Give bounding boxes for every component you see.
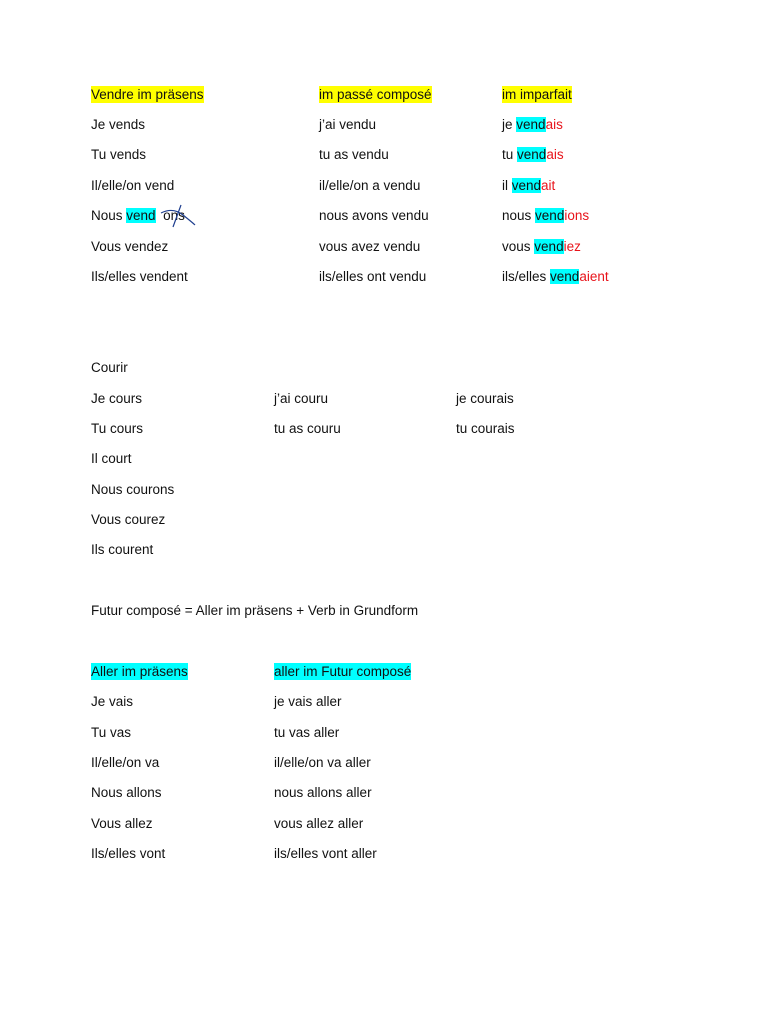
- imparfait-stem: vend: [550, 269, 580, 284]
- imparfait-ending: iez: [563, 239, 581, 254]
- vendre-imparfait-vous: [502, 238, 581, 255]
- nous-ending: ons: [163, 208, 185, 223]
- aller-present-nous: Nous allons: [91, 785, 162, 800]
- vendre-present-tu: Tu vends: [91, 147, 147, 162]
- courir-present-vous: Vous courez: [91, 512, 166, 527]
- imparfait-stem: vend: [534, 239, 564, 254]
- vendre-imparfait-tu: [502, 146, 564, 163]
- vendre-passe-je: j’ai vendu: [319, 117, 377, 132]
- aller-present-je: Je vais: [91, 694, 134, 709]
- courir-title: Courir: [91, 360, 128, 375]
- aller-present-tu: Tu vas: [91, 725, 132, 740]
- futur-compose-rule: Futur composé = Aller im präsens + Verb in Grundform: [91, 603, 419, 618]
- vendre-imparfait-je: [502, 116, 563, 133]
- aller-futur-vous: vous allez aller: [274, 816, 364, 831]
- imparfait-ending: ions: [564, 208, 590, 223]
- vendre-imparfait-header: im imparfait: [502, 87, 572, 102]
- vendre-passe-vous: vous avez vendu: [319, 239, 421, 254]
- vendre-present-ils: Ils/elles vendent: [91, 269, 188, 284]
- vendre-present-il: Il/elle/on vend: [91, 178, 175, 193]
- imparfait-pronoun: tu: [502, 147, 514, 162]
- vendre-passe-tu: tu as vendu: [319, 147, 389, 162]
- aller-present-ils: Ils/elles vont: [91, 846, 166, 861]
- vendre-imparfait-nous: [502, 207, 589, 224]
- nous-prefix: Nous: [91, 208, 127, 223]
- vendre-imparfait-il: [502, 177, 555, 194]
- vendre-present-header: Vendre im präsens: [91, 87, 204, 102]
- courir-passe-je: j’ai couru: [274, 391, 329, 406]
- aller-present-vous: Vous allez: [91, 816, 153, 831]
- aller-present-header: Aller im präsens: [91, 664, 188, 679]
- aller-futur-tu: tu vas aller: [274, 725, 340, 740]
- aller-futur-il: il/elle/on va aller: [274, 755, 371, 770]
- imparfait-stem: vend: [517, 147, 547, 162]
- aller-futur-header: aller im Futur composé: [274, 664, 412, 679]
- aller-futur-nous: nous allons aller: [274, 785, 372, 800]
- vendre-present-vous: Vous vendez: [91, 239, 169, 254]
- imparfait-pronoun: ils/elles: [502, 269, 547, 284]
- imparfait-pronoun: vous: [502, 239, 531, 254]
- courir-imparfait-je: je courais: [456, 391, 514, 406]
- vendre-present-nous: [91, 207, 185, 224]
- imparfait-pronoun: je: [502, 117, 513, 132]
- courir-present-ils: Ils courent: [91, 542, 154, 557]
- imparfait-pronoun: il: [502, 178, 508, 193]
- imparfait-ending: ais: [546, 147, 564, 162]
- vendre-imparfait-ils: [502, 268, 609, 285]
- courir-present-tu: Tu cours: [91, 421, 144, 436]
- vendre-passe-il: il/elle/on a vendu: [319, 178, 421, 193]
- vendre-passe-header: im passé composé: [319, 87, 432, 102]
- imparfait-pronoun: nous: [502, 208, 532, 223]
- nous-stem: vend: [126, 208, 156, 223]
- aller-futur-ils: ils/elles vont aller: [274, 846, 377, 861]
- vendre-passe-nous: nous avons vendu: [319, 208, 429, 223]
- vendre-present-je: Je vends: [91, 117, 146, 132]
- imparfait-ending: aient: [579, 269, 609, 284]
- imparfait-stem: vend: [511, 178, 542, 193]
- courir-imparfait-tu: tu courais: [456, 421, 515, 436]
- courir-present-nous: Nous courons: [91, 482, 175, 497]
- imparfait-stem: vend: [516, 117, 546, 132]
- nous-ending-crossed: [163, 207, 185, 224]
- imparfait-stem: vend: [535, 208, 565, 223]
- courir-present-il: Il court: [91, 451, 132, 466]
- vendre-passe-ils: ils/elles ont vendu: [319, 269, 427, 284]
- imparfait-ending: ais: [545, 117, 563, 132]
- aller-futur-je: je vais aller: [274, 694, 342, 709]
- aller-present-il: Il/elle/on va: [91, 755, 160, 770]
- courir-present-je: Je cours: [91, 391, 143, 406]
- imparfait-ending: ait: [541, 178, 556, 193]
- courir-passe-tu: tu as couru: [274, 421, 341, 436]
